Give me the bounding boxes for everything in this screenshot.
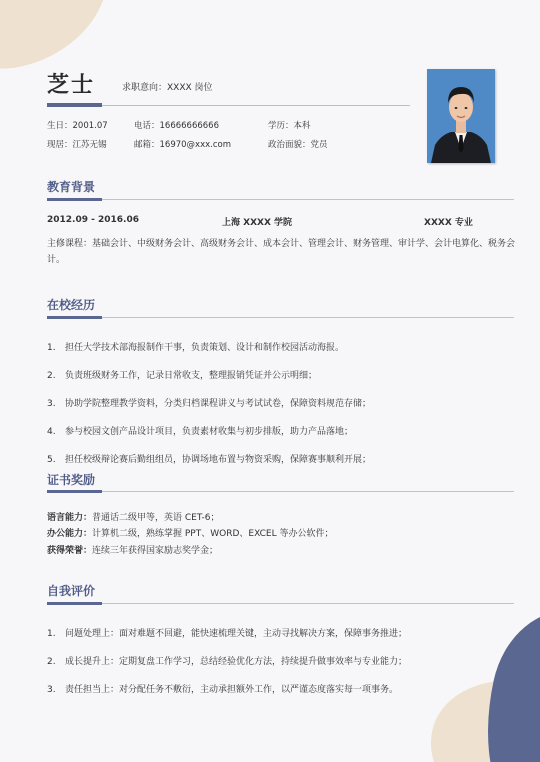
info-education: 学历：本科 [268, 121, 311, 131]
list-item: 4. 参与校园文创产品设计项目，负责素材收集与初步排版，助力产品落地； [47, 427, 354, 437]
list-item: 2. 负责班级财务工作，记录日常收支，整理报销凭证并公示明细； [47, 371, 318, 381]
section-title-education: 教育背景 [47, 180, 96, 194]
section-title-experience: 在校经历 [47, 298, 96, 312]
job-intent: 求职意向：XXXX 岗位 [122, 83, 213, 93]
section-line-self-eval [102, 603, 514, 604]
cert-honor: 获得荣誉：连续三年获得国家励志奖学金； [47, 546, 219, 556]
edu-major: XXXX 专业 [424, 218, 473, 228]
name-underline [102, 105, 410, 106]
list-item: 5. 担任校级辩论赛后勤组组员，协调场地布置与物资采购，保障赛事顺利开展； [47, 455, 372, 465]
edu-courses: 主修课程：基础会计、中级财务会计、高级财务会计、成本会计、管理会计、财务管理、审计学、会计电算化、税务会计。 [47, 239, 516, 265]
section-line-education [102, 199, 514, 200]
info-phone: 电话：16666666666 [134, 121, 219, 131]
section-line-certs [102, 491, 514, 492]
cert-language: 语言能力：普通话二级甲等，英语 CET-6； [47, 513, 220, 523]
info-politics: 政治面貌：党员 [268, 140, 328, 150]
list-item: 1. 问题处理上：面对难题不回避，能快速梳理关键，主动寻找解决方案，保障事务推进； [47, 629, 408, 639]
section-line-experience [102, 317, 514, 318]
info-residence: 现居：江苏无锡 [47, 140, 107, 150]
edu-school: 上海 XXXX 学院 [222, 218, 293, 228]
section-bar-education [47, 198, 102, 201]
profile-photo [427, 69, 495, 163]
section-bar-certs [47, 490, 102, 493]
section-title-self-eval: 自我评价 [47, 584, 96, 598]
cert-office: 办公能力：计算机二级，熟练掌握 PPT、WORD、EXCEL 等办公软件； [47, 529, 334, 539]
info-birth: 生日：2001.07 [47, 121, 108, 131]
list-item: 3. 协助学院整理教学资料，分类归档课程讲义与考试试卷，保障资料规范存储； [47, 399, 372, 409]
edu-period: 2012.09 - 2016.06 [47, 215, 139, 225]
name-underline-accent [47, 103, 102, 107]
candidate-name: 芝士 [47, 73, 96, 98]
section-title-certs: 证书奖励 [47, 473, 96, 487]
info-email: 邮箱：16970@xxx.com [134, 140, 231, 150]
list-item: 2. 成长提升上：定期复盘工作学习，总结经验优化方法，持续提升做事效率与专业能力； [47, 657, 408, 667]
section-bar-self-eval [47, 602, 102, 605]
section-bar-experience [47, 316, 102, 319]
list-item: 1. 担任大学技术部海报制作干事，负责策划、设计和制作校园活动海报。 [47, 343, 345, 353]
list-item: 3. 责任担当上：对分配任务不敷衍，主动承担额外工作，以严谨态度落实每一项事务。 [47, 685, 399, 695]
